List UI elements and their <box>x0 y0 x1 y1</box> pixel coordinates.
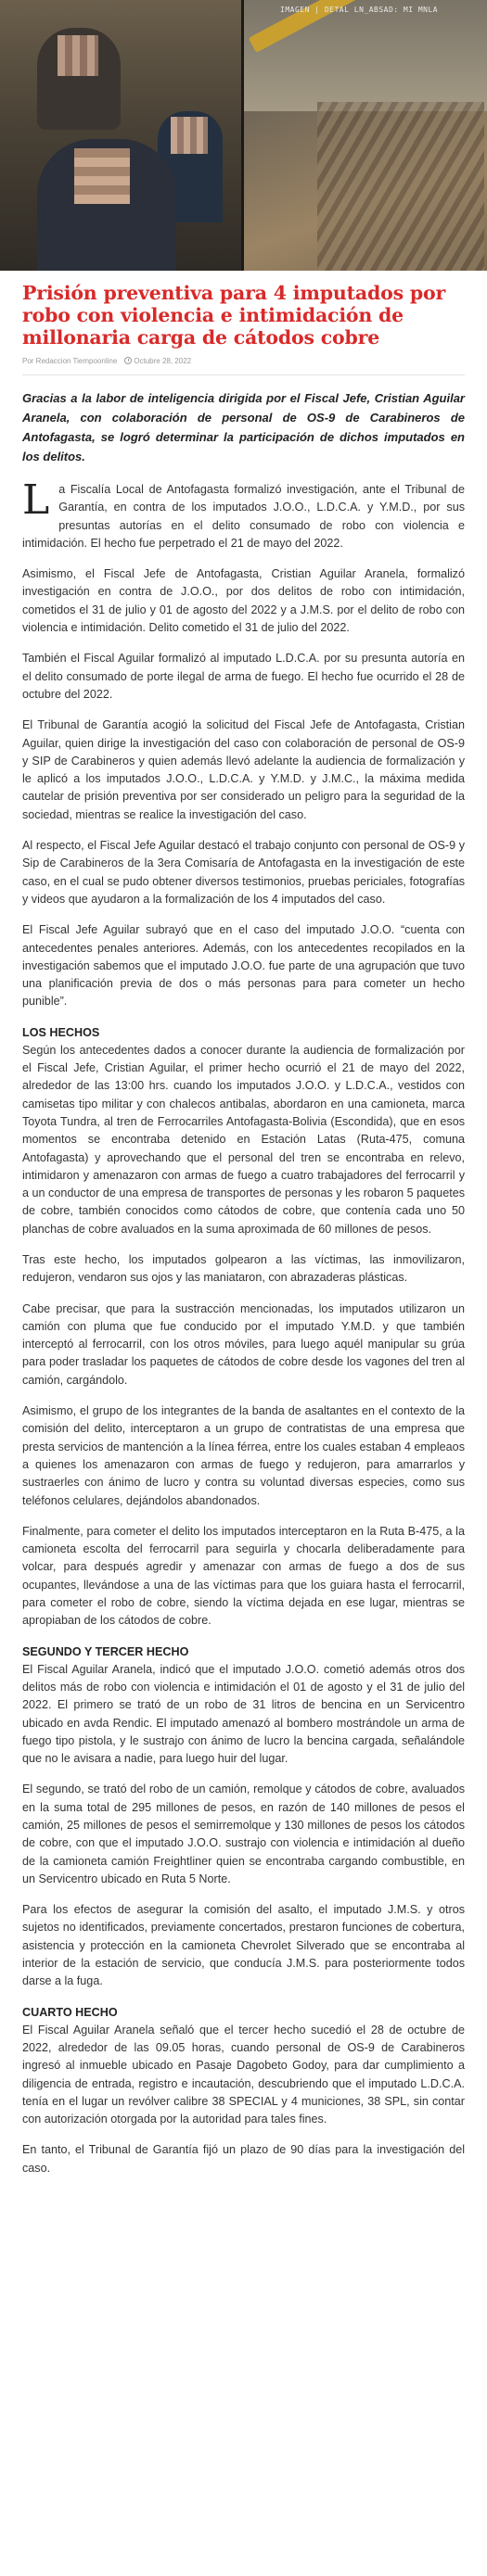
paragraph: El Fiscal Jefe Aguilar subrayó que en el caso del imputado J.O.O. “cuenta con antecedentes penales anteriores. Además, con los antecedentes recopilados en la investigación sabemos que el imputado J.O.O. fue parte de una agrupación que tuvo una planificación previa de dos o más personas para para cometer un hecho punible”. <box>22 923 465 1009</box>
paragraph: Finalmente, para cometer el delito los imputados interceptaron en la Ruta B-475, a la camioneta escolta del ferrocarril para seguirla y chocarla deliberadamente para volcar, para después agredir y amenazar con armas de fuego a dos de sus ocupantes, llevándose a una de las víctimas para que los guiara hasta el ferrocarril, para cometer el robo de cobre, siendo la víctima dejada en ese lugar, mientras se apropiaban de los cátodos de cobre. <box>22 1524 465 1628</box>
paragraph: Tras este hecho, los imputados golpearon a las víctimas, las inmovilizaron, redujeron, vendaron sus ojos y las maniataron, con abrazaderas plásticas. <box>22 1252 465 1285</box>
drop-cap: L <box>22 476 50 524</box>
paragraph: El Fiscal Aguilar Aranela señaló que el tercer hecho sucedió el 28 de octubre de 2022, alrededor de las 09.05 horas, cuando personal de OS-9 de Carabineros ingresó al inmueble ubicado en Pasaje Dagobeto Godoy, para dar cumplimiento a diligencia de entrada, registro e incautación, descubriendo que el imputado L.D.C.A. tenía en el lugar un revólver calibre 38 SPECIAL y 4 municiones, 38 SPL, sin contar con autorización otorgada por la autoridad para tales fines. <box>22 2023 465 2126</box>
clock-icon <box>124 357 132 364</box>
paragraph: El segundo, se trató del robo de un camión, remolque y cátodos de cobre, avaluados en la suma total de 295 millones de pesos, en razón de 140 millones de pesos el camión, 25 millones de pesos el semirremolque y 130 millones de pesos los cátodos de cobre, con que el imputado J.O.O. sustrajo con violencia e intimidación al dueño de la camioneta camión Freightliner quien se encontraba cargando combustible, en un Servicentro ubicado en Ruta 5 Norte. <box>22 1783 465 1885</box>
article-hero-image <box>0 0 487 271</box>
paragraph: El Fiscal Aguilar Aranela, indicó que el imputado J.O.O. cometió además otros dos delitos más de robo con violencia e intimidación el 01 de agosto y el 31 de julio del 2022. El primero se trató de un robo de 31 litros de bencina en un Servicentro ubicado en avda Rendic. El imputado amenazó al bombero mostrándole un arma de fuego tipo pistola, y le sustrajo con ánimo de lucro la bencina cargada, señalándole que no le avisara a nadie, para luego huir del lugar. <box>22 1662 465 1766</box>
article-lead: Gracias a la labor de inteligencia dirigida por el Fiscal Jefe, Cristian Aguilar Aranela, con colaboración de personal de OS-9 de Carabineros de Antofagasta, se logró determinar la participación de dichos imputados en los delitos. <box>22 391 465 463</box>
paragraph: Asimismo, el Fiscal Jefe de Antofagasta, Cristian Aguilar Aranela, formalizó investigación en contra de J.O.O., por dos delitos de robo con intimidación, cometidos el 31 de julio y 01 de agosto del 2022 y a J.M.S. por el delito de robo con violencia e intimidación. Delito cometido el 31 de julio del 2022. <box>22 567 465 635</box>
security-camera-photo <box>243 0 487 271</box>
section-heading-cuarto: CUARTO HECHO <box>22 2005 118 2019</box>
article-date: Octubre 28, 2022 <box>124 357 191 365</box>
paragraph: Cabe precisar, que para la sustracción mencionadas, los imputados utilizaron un camión con pluma que fue conducido por el imputado Y.M.D. y que también interceptó al ferrocarril, con los otros móviles, para luego aquél manipular su grúa para poder trasladar los paquetes de cátodos de cobre desde los vagones del tren al camión, cargándolo. <box>22 1301 465 1387</box>
paragraph: Al respecto, el Fiscal Jefe Aguilar destacó el trabajo conjunto con personal de OS-9 y Sip de Carabineros de la 3era Comisaría de Antofagasta en la investigación de este caso, en el cual se pudo obtener diversos testimonios, pruebas periciales, fotografías y videos que ayudaron a la formalización de los 4 imputados del caso. <box>22 839 465 906</box>
paragraph: Para los efectos de asegurar la comisión del asalto, el imputado J.M.S. y otros sujetos no identificados, previamente concertados, prestaron funciones de cobertura, asistencia y protección en la camioneta Chevrolet Silverado que se encontraba al interior de la estación de servicio, que conducía J.M.S. para posteriormente todos darse a la fuga. <box>22 1903 465 1988</box>
section-heading-segundo-tercer: SEGUNDO Y TERCER HECHO <box>22 1644 189 1658</box>
paragraph: La Fiscalía Local de Antofagasta formalizó investigación, ante el Tribunal de Garantía, en contra de los imputados J.O.O., L.D.C.A. y Y.M.D., por sus presuntas autorías en el delito consumado de robo con violencia e intimidación. El hecho fue perpetrado el 21 de mayo del 2022. <box>22 476 465 550</box>
paragraph: Según los antecedentes dados a conocer durante la audiencia de formalización por el Fiscal Jefe, Cristian Aguilar, el primer hecho ocurrió el 21 de mayo del 2022, alrededor de las 13:00 hrs. cuando los imputados J.O.O. y L.D.C.A., vestidos con camisetas tipo militar y con chalecos antibalas, abordaron en una camioneta, marca Toyota Tundra, al tren de Ferrocarriles Antofagasta-Bolivia (Escondida), que en esos momentos se encontraba detenido en Estación Latas (Ruta-475, comuna Antofagasta) y aprovechando que el personal del tren se encontraba en relevo, intimidaron y amenazaron con armas de fuego a cuatro trabajadores del ferrocarril y a un conductor de una empresa de transportes de personas y les robaron 5 paquetes de cobre, también conocidos como cátodos de cobre, que contenía cada uno 50 planchas de cobre avaluados en la suma aproximada de 60 millones de pesos. <box>22 1043 465 1236</box>
article-content <box>0 282 487 2177</box>
paragraph: El Tribunal de Garantía acogió la solicitud del Fiscal Jefe de Antofagasta, Cristian Aguilar, quien dirige la investigación del caso con colaboración de personal de OS-9 y SIP de Carabineros y quien además llevó adelante la audiencia de formalización y le aplicó a los imputados J.O.O., L.D.C.A. y Y.M.D. y J.M.C., la máxima medida cautelar de prisión preventiva por ser considerado un peligro para la seguridad de la sociedad, mientras se realice la investigación del caso. <box>22 718 465 821</box>
paragraph: Asimismo, el grupo de los integrantes de la banda de asaltantes en el contexto de la comisión del delito, interceptaron a un grupo de contratistas de una empresa que presta servicios de mantención a la línea férrea, entre los cuales estaban 4 empleaos a quienes los amenazaron con armas de fuego y redujeron, para amarrarlos y sustraerles con ánimo de lucro y contra su voluntad diversas especies, como sus teléfonos celulares, dejándolos abandonados. <box>22 1404 465 1507</box>
article-meta <box>22 357 465 365</box>
paragraph: También el Fiscal Aguilar formalizó al imputado L.D.C.A. por su presunta autoría en el delito consumado de porte ilegal de arma de fuego. El hecho fue ocurrido el 28 de octubre del 2022. <box>22 652 465 701</box>
article-title: Prisión preventiva para 4 imputados por robo con violencia e intimidación de millonaria carga de cátodos cobre <box>22 282 446 349</box>
meta-divider <box>22 374 465 375</box>
detainees-photo <box>0 0 243 271</box>
author-link[interactable]: Por Redaccion Tiempoonline <box>22 357 118 365</box>
section-heading-hechos: LOS HECHOS <box>22 1025 100 1039</box>
paragraph: En tanto, el Tribunal de Garantía fijó un plazo de 90 días para la investigación del caso. <box>22 2143 465 2175</box>
camera-overlay-text: IMAGEN | DETAL LN_ABSAD: MI MNLA <box>280 6 439 14</box>
